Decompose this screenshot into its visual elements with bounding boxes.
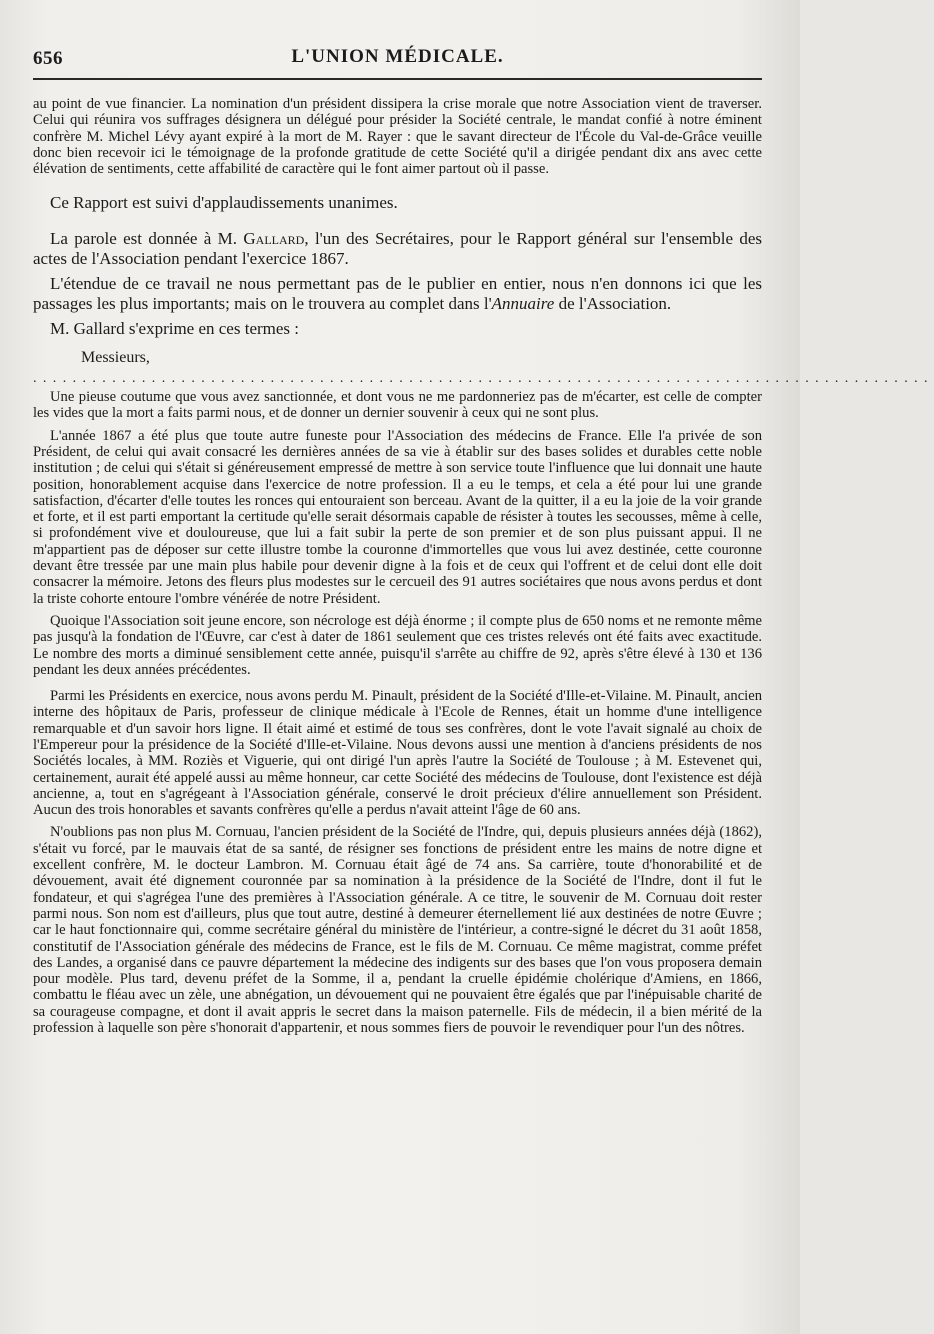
paragraph-necrology: Quoique l'Association soit jeune encore, son nécrologe est déjà énorme ; il compte plus de 650 noms et ne remonte même pas jusqu'à la fondation de l'Œuvre, car c'est à dater de 1861 seulement que ces tristes relevés ont été faits avec exactitude. Le nombre des morts a diminué sensiblement cette année, puisqu'il s'arrête au chiffre de 92, après s'être élevé à 130 et 136 pendant les deux années précédentes. xyxy=(33,612,762,678)
paragraph-applause: Ce Rapport est suivi d'applaudissements unanimes. xyxy=(50,193,398,213)
annuaire-post: de l'Association. xyxy=(554,293,672,313)
paragraph-cornuau: N'oublions pas non plus M. Cornuau, l'ancien président de la Société de l'Indre, qui, depuis plusieurs années déjà (1862), s'était vu forcé, par le mauvais état de sa santé, de résigner ses fonctions de président entre les mains de notre digne et excellent confrère, M. le docteur Lambron. M. Cornuau était âgé de 74 ans. Sa carrière, toute d'honorabilité et de dévouement, avait été dignement couronnée par sa nomination à la présidence de la Société de l'Indre, dont il fut le fondateur, et qui s'agrégea l'une des premières à l'Association générale. A ce titre, le souvenir de M. Cornuau doit rester parmi nous. Son nom est d'ailleurs, plus que tout autre, destiné à demeurer éternellement lié aux destinées de notre Œuvre ; car le haut fonctionnaire qui, comme secrétaire général du ministère de l'intérieur, a contre-signé le décret du 31 août 1858, constitutif de l'Association générale des médecins de France, est le fils de M. Cornuau. Ce même magistrat, comme préfet des Landes, a organisé dans ce pauvre département la médecine des indigents sur des bases que l'on vous proposera demain pour modèle. Plus tard, devenu préfet de la Somme, il a, pendant la cruelle épidémie cholérique d'Amiens, en 1866, combattu le fléau avec un zèle, une abnégation, un dévouement qui ne pouvaient être égalés que par l'inépuisable charité de sa courageuse compagne, et dont il avait appris le secret dans la maison paternelle. Fils de médecin, il a bien mérité de la profession à laquelle son père s'honorait d'appartenir, et nous sommes fiers de pouvoir le revendiquer pour l'un des nôtres. xyxy=(33,824,762,1037)
paragraph-financial: au point de vue financier. La nomination d'un président dissipera la crise morale que notre Association vient de traverser. Celui qui réunira vos suffrages désignera un délégué pour présider la Société centrale, le mandat confié à notre éminent confrère M. Michel Lévy ayant expiré à la mort de M. Rayer : que le savant directeur de l'École du Val-de-Grâce veuille donc bien recevoir ici le témoignage de la profonde gratitude de cette Société qu'il a dirigée pendant dix ans avec cette élévation de sentiments, cette affabilité de caractère qui le font aimer partout où il passe. xyxy=(33,96,762,178)
paragraph-presidents: Parmi les Présidents en exercice, nous avons perdu M. Pinault, président de la Société d'Ille-et-Vilaine. M. Pinault, ancien interne des hôpitaux de Paris, professeur de clinique médicale à l'Ecole de Rennes, était un homme d'une intelligence remarquable et d'un savoir hors ligne. Il était aimé et estimé de tous ses confrères, dont le vote l'avait signalé au choix de l'Empereur pour la présidence de la Société d'Ille-et-Vilaine. Nous devons aussi une mention à d'anciens présidents de nos Sociétés locales, à MM. Roziès et Viguerie, qui ont dirigé l'un après l'autre la Société de Toulouse ; à M. Estevenet qui, certainement, aurait été appelé aussi au même honneur, car cette Société des médecins de Toulouse, dont l'existence est déjà ancienne, a, tout en s'agrégeant à l'Association générale, conservé le droit précieux d'élire annuellement son Président. Aucun des trois honorables et savants confrères qu'elle a perdus n'avait atteint l'âge de 60 ans. xyxy=(33,688,762,819)
annuaire-pre: L'étendue de ce travail ne nous permettant pas de le publier en entier, nous n'en donnons ici que les passages les plus importants; mais on le trouvera au complet dans l' xyxy=(33,274,762,313)
gallard-intro-pre: La parole est donnée à M. xyxy=(50,229,244,249)
paragraph-year-1867: L'année 1867 a été plus que toute autre funeste pour l'Association des médecins de France. Elle l'a privée de son Président, de celui qui avait consacré les dernières années de sa vie à établir sur des bases solides et durables cette noble institution ; de celui qui s'était si généreusement empressé de mettre à son service toute l'influence que lui donnait une haute position, honorablement acquise dans l'exercice de notre profession. Il a eu le temps, et cela a été pour lui une grande satisfaction, d'écarter d'elle toutes les ronces qui entouraient son berceau. Avant de la quitter, il a eu la joie de la voir grande et forte, et il est parti emportant la certitude qu'elle serait désormais capable de résister à toutes les secousses, même à celle, si profondément vive et douloureuse, que lui a fait subir la perte de son premier et de son plus puissant appui. Il ne m'appartient pas de déposer sur cette illustre tombe la couronne d'immortelles que vous lui avez destinée, cette couronne devant être tressée par une main plus habile pour devenir digne à la fois et de ceux qui l'offrent et de celui dont elle doit consacrer la mémoire. Jetons des fleurs plus modestes sur le cercueil des 91 autres sociétaires que nous avons perdus et dont la triste cohorte entoure l'ombre vénérée de notre Président. xyxy=(33,427,762,607)
gallard-name: Gallard xyxy=(243,229,305,249)
page-header xyxy=(33,44,762,74)
page-number: 656 xyxy=(33,48,63,69)
paragraph-gallard-intro xyxy=(33,229,762,268)
paragraph-pious-custom: Une pieuse coutume que vous avez sanctionnée, et dont vous ne me pardonneriez pas de m'écarter, est celle de compter les vides que la mort a faits parmi nous, et de donner un dernier souvenir à ceux qui ne sont plus. xyxy=(33,389,762,422)
ellipsis-divider: ........................................................................................... xyxy=(33,371,934,387)
annuaire-italic: Annuaire xyxy=(491,293,555,313)
paragraph-gallard-expresses: M. Gallard s'exprime en ces termes : xyxy=(50,319,300,339)
salutation: Messieurs, xyxy=(81,349,150,367)
running-title: L'UNION MÉDICALE. xyxy=(291,46,504,67)
gallard-intro-post: , l'un des Secrétaires, pour le Rapport général sur l'ensemble des actes de l'Association pendant l'exercice 1867. xyxy=(33,229,762,268)
header-rule xyxy=(33,78,762,80)
paragraph-annuaire xyxy=(33,274,762,313)
